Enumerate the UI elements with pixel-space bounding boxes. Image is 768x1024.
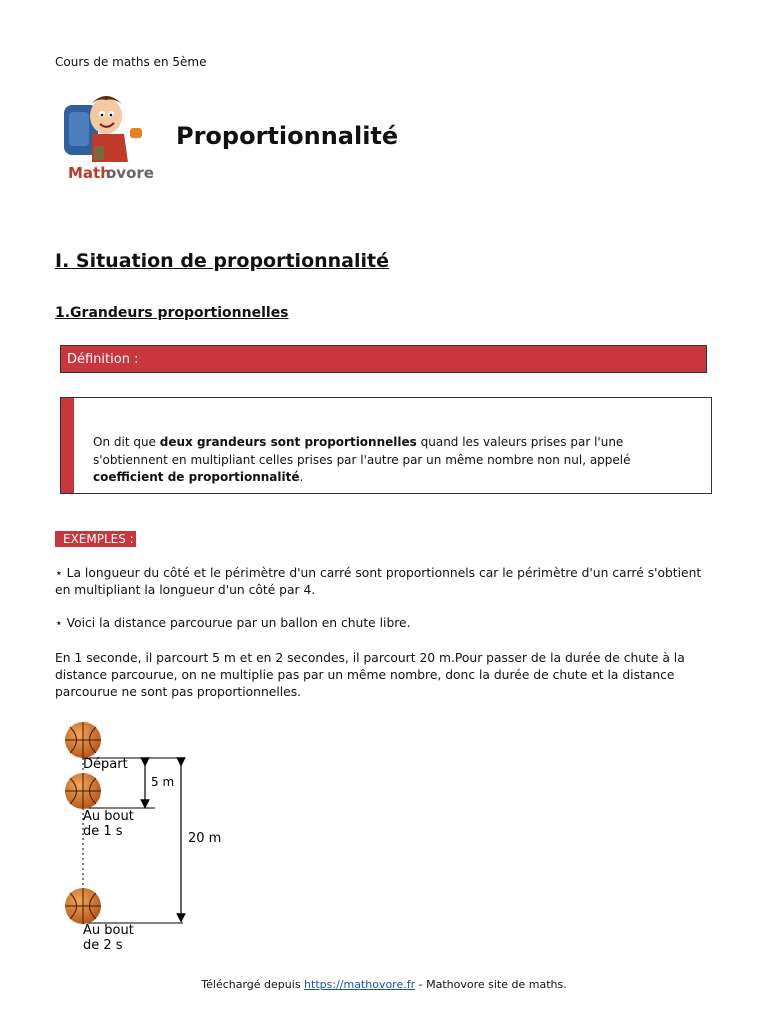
section-heading: I. Situation de proportionnalité (55, 250, 389, 272)
definition-box (60, 397, 712, 494)
definition-header (60, 345, 707, 373)
example-item-2 (55, 615, 715, 632)
example-item-2-text: Voici la distance parcourue par un ballon en chute libre. (66, 616, 411, 630)
distance-20m: 20 m (188, 831, 222, 846)
definition-stripe (61, 398, 74, 493)
footer-link[interactable]: https://mathovore.fr (304, 978, 416, 991)
footer-suffix: - Mathovore site de maths. (415, 978, 567, 991)
example-paragraph: En 1 seconde, il parcourt 5 m et en 2 secondes, il parcourt 20 m.Pour passer de la durée de chute à la distance parcourue, on ne multiplie pas par un même nombre, donc la durée de chute et la distance parcourue ne sont pas proportionnelles. (55, 651, 685, 699)
label-start: Départ (83, 757, 128, 772)
ball-start (65, 722, 101, 758)
definition-text-a: On dit que (93, 435, 160, 449)
example-item-1-text: La longueur du côté et le périmètre d'un carré sont proportionnels car le périmètre d'un carré s'obtient en multipliant la longueur d'un côté par 4. (55, 566, 702, 597)
examples-label: EXEMPLES : (55, 531, 136, 547)
definition-bold-a: deux grandeurs sont proportionnelles (159, 435, 417, 449)
falling-ball-figure (55, 718, 255, 962)
footer (0, 978, 768, 991)
ball-2s (65, 888, 101, 924)
label-1s-line1: Au bout (83, 809, 134, 824)
distance-5m: 5 m (151, 775, 175, 789)
definition-label: Définition : (67, 352, 139, 367)
star-icon: ⋆ (55, 566, 63, 580)
label-1s-line2: de 1 s (83, 824, 123, 839)
example-item-1 (55, 565, 715, 599)
ball-1s (65, 773, 101, 809)
definition-bold-b: coefficient de proportionnalité (93, 470, 300, 484)
definition-text-c: . (299, 470, 304, 484)
star-icon: ⋆ (55, 616, 63, 630)
definition-text-b: quand les valeurs prises par l'une s'obtiennent en multipliant celles prises par l'autre par un même nombre non nul, appelé (93, 435, 631, 467)
label-2s-line2: de 2 s (83, 938, 123, 953)
definition-text (93, 434, 693, 487)
label-2s-line1: Au bout (83, 923, 134, 938)
mathovore-logo (62, 90, 162, 185)
logo-math-text: Math (68, 164, 111, 182)
subsection-heading: 1.Grandeurs proportionnelles (55, 305, 289, 321)
header-note: Cours de maths en 5ème (55, 55, 207, 69)
logo-vore-text: ovore (106, 164, 154, 182)
footer-prefix: Téléchargé depuis (201, 978, 305, 991)
page-title: Proportionnalité (176, 122, 399, 150)
